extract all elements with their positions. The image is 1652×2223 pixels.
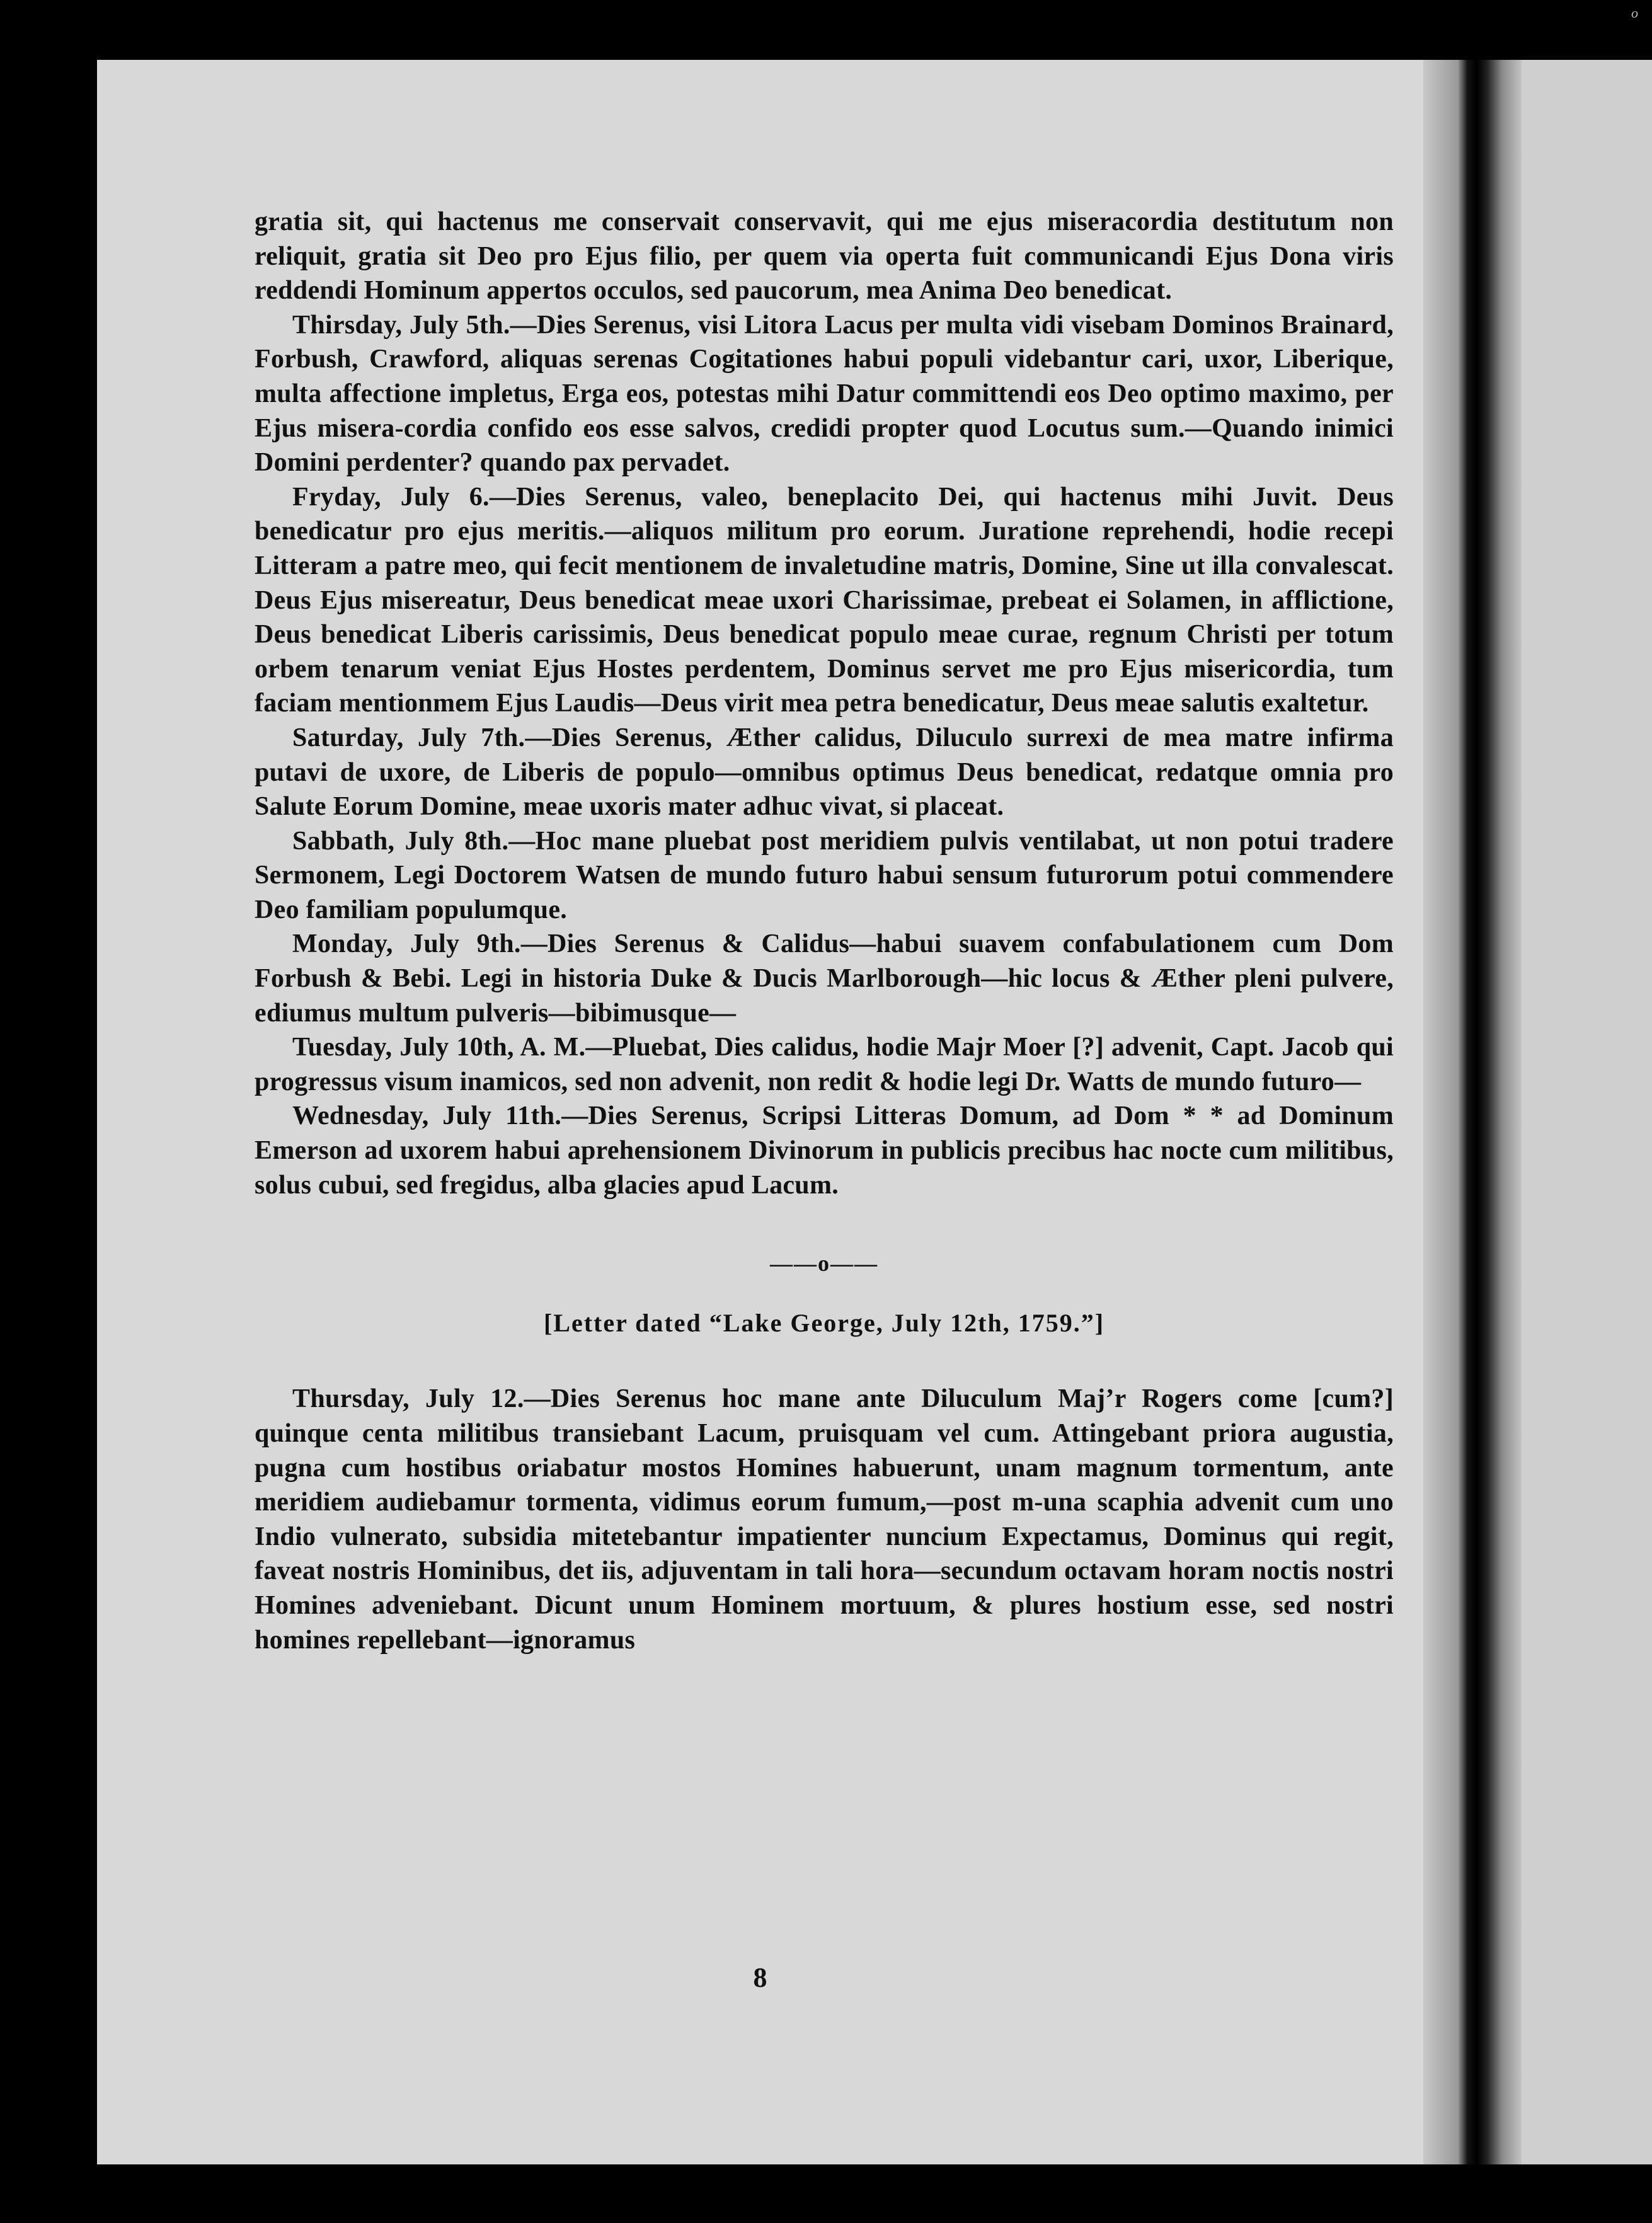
book-page [97,60,1423,2164]
diary-entry-july-12: Thursday, July 12.—Dies Serenus hoc mane ante Diluculum Maj’r Rogers come [cum?] quinque centa militibus transiebant Lacum, pruisquam vel cum. Attingebant priora augustia, pugna cum hostibus oriabatur mostos Homines habuerunt, unam magnum tormentum, ante meridiem audiebamur tormenta, vidimus eorum fumum,—post m-una scaphia advenit cum uno Indio vulnerato, subsidia mitetebantur impatienter nuncium Expectamus, Dominus qui regit, faveat nostris Hominibus, det iis, adjuventam in tali hora—secundum octavam horam noctis nostri Homines adveniebant. Dicunt unum Hominem mortuum, & plures hostium esse, sed nostri homines repellebant—ignoramus [255,1384,1394,1655]
page-number: 8 [753,1962,767,1993]
facing-page-edge [1522,60,1652,2164]
paragraph: gratia sit, qui hactenus me conservait conservavit, qui me ejus miseracordia destitutum non reliquit, gratia sit Deo pro Ejus filio, per quem via operta fuit communicandi Ejus Dona viris reddendi Hominum appertos occulos, sed paucorum, mea Anima Deo benedicat. [255,207,1394,306]
diary-entry-july-7: Saturday, July 7th.—Dies Serenus, Æther calidus, Diluculo surrexi de mea matre infirma putavi de uxore, de Liberis de populo—omnibus optimus Deus benedicat, redatque omnia pro Salute Eorum Domine, meae uxoris mater adhuc vivat, si placeat. [255,723,1394,822]
diary-entry-july-8: Sabbath, July 8th.—Hoc mane pluebat post meridiem pulvis ventilabat, ut non potui tradere Sermonem, Legi Doctorem Watsen de mundo futuro habui sensum futurorum potui commendere Deo familiam populumque. [255,826,1394,924]
diary-entry-july-5: Thirsday, July 5th.—Dies Serenus, visi Litora Lacus per multa vidi visebam Dominos Brainard, Forbush, Crawford, aliquas serenas Cogitationes habui populi videbantur cari, uxor, Liberique, multa affectione impletus, Erga eos, potestas mihi Datur committendi eos Deo optimo maximo, per Ejus misera-cordia confido eos esse salvos, credidi propter quod Locutus sum.—Quando inimici Domini perdenter? quando pax pervadet. [255,310,1394,478]
section-divider: ——o—— [770,1251,878,1277]
corner-mark: o [1631,5,1638,21]
book-gutter [1423,60,1522,2164]
letter-heading: [Letter dated “Lake George, July 12th, 1759.”] [543,1308,1105,1337]
diary-entry-july-11: Wednesday, July 11th.—Dies Serenus, Scripsi Litteras Domum, ad Dom * * ad Dominum Emerson ad uxorem habui aprehensionem Divinorum in publicis precibus hac nocte cum militibus, solus cubui, sed fregidus, alba glacies apud Lacum. [255,1101,1394,1200]
body-text [255,205,1394,1657]
diary-entry-july-6: Fryday, July 6.—Dies Serenus, valeo, beneplacito Dei, qui hactenus mihi Juvit. Deus benedicatur pro ejus meritis.—aliquos militum pro eorum. Juratione reprehendi, hodie recepi Litteram a patre meo, qui fecit mentionem de invaletudine matris, Domine, Sine ut illa convalescat. Deus Ejus misereatur, Deus benedicat meae uxori Charissimae, prebeat ei Solamen, in afflictione, Deus benedicat Liberis carissimis, Deus benedicat populo meae curae, regnum Christi per totum orbem tenarum veniat Ejus Hostes perdentem, Dominus servet me pro Ejus misericordia, tum faciam mentionmem Ejus Laudis—Deus virit mea petra benedicatur, Deus meae salutis exaltetur. [255,482,1394,718]
diary-entry-july-10: Tuesday, July 10th, A. M.—Pluebat, Dies calidus, hodie Majr Moer [?] advenit, Capt. Jacob qui progressus visum inamicos, sed non advenit, non redit & hodie legi Dr. Watts de mundo futuro— [255,1033,1394,1096]
diary-entry-july-9: Monday, July 9th.—Dies Serenus & Calidus—habui suavem confabulationem cum Dom Forbush & Bebi. Legi in historia Duke & Ducis Marlborough—hic locus & Æther pleni pulvere, ediumus multum pulveris—bibimusque— [255,929,1394,1028]
